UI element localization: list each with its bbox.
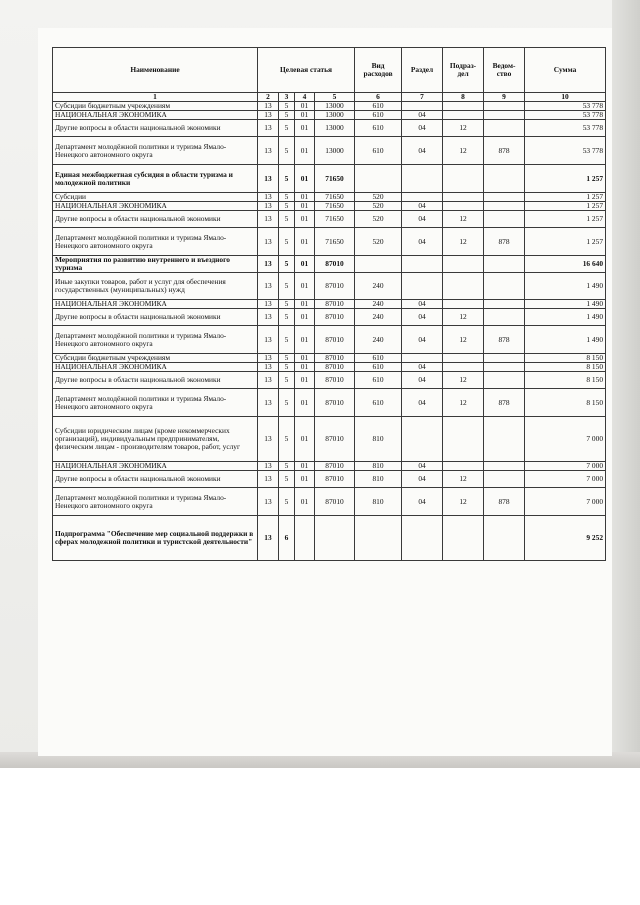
cell-vedom [484,516,525,561]
cell-razdel: 04 [402,228,443,256]
table-row [53,111,606,120]
header-department: Ведом-ство [484,48,525,93]
cell-vid: 810 [355,471,402,488]
cell-c3: 01 [295,372,315,389]
cell-sum: 1 490 [525,273,606,300]
cell-c3: 01 [295,354,315,363]
cell-c3: 01 [295,417,315,462]
cell-razdel [402,165,443,193]
cell-sum: 8 150 [525,363,606,372]
cell-c4: 71650 [315,165,355,193]
cell-podrazdel [443,516,484,561]
table-row [53,462,606,471]
cell-sum: 1 490 [525,300,606,309]
cell-vid: 240 [355,273,402,300]
cell-razdel [402,516,443,561]
cell-c1: 13 [258,363,279,372]
cell-c2: 5 [279,102,295,111]
cell-name: Другие вопросы в области национальной экономики [53,120,258,137]
cell-vid: 810 [355,417,402,462]
index-cell: 2 [258,93,279,102]
scan-shadow-right [612,0,640,768]
cell-c2: 5 [279,120,295,137]
cell-sum: 9 252 [525,516,606,561]
header-section: Раздел [402,48,443,93]
cell-c4: 71650 [315,202,355,211]
column-index-row [53,93,606,102]
cell-razdel: 04 [402,111,443,120]
header-name: Наименование [53,48,258,93]
cell-name: Субсидии [53,193,258,202]
index-cell: 1 [53,93,258,102]
cell-razdel: 04 [402,300,443,309]
header-target-article: Целевая статья [258,48,355,93]
cell-vid: 610 [355,363,402,372]
cell-podrazdel: 12 [443,211,484,228]
cell-razdel: 04 [402,363,443,372]
cell-c2: 5 [279,488,295,516]
cell-vedom: 878 [484,137,525,165]
index-cell: 5 [315,93,355,102]
cell-podrazdel: 12 [443,471,484,488]
cell-name: НАЦИОНАЛЬНАЯ ЭКОНОМИКА [53,111,258,120]
cell-podrazdel: 12 [443,326,484,354]
index-cell: 8 [443,93,484,102]
cell-c1: 13 [258,372,279,389]
cell-sum: 7 000 [525,471,606,488]
table-row [53,256,606,273]
cell-name: Другие вопросы в области национальной экономики [53,471,258,488]
cell-podrazdel: 12 [443,137,484,165]
cell-sum: 16 640 [525,256,606,273]
cell-c4: 87010 [315,326,355,354]
cell-vid [355,256,402,273]
cell-c3: 01 [295,211,315,228]
cell-vedom [484,165,525,193]
cell-vid: 610 [355,354,402,363]
cell-sum: 53 778 [525,111,606,120]
cell-vedom: 878 [484,389,525,417]
table-row [53,102,606,111]
cell-sum: 8 150 [525,389,606,417]
cell-podrazdel [443,102,484,111]
cell-sum: 8 150 [525,354,606,363]
cell-sum: 1 257 [525,193,606,202]
cell-podrazdel [443,256,484,273]
cell-vedom: 878 [484,228,525,256]
cell-c1: 13 [258,309,279,326]
cell-podrazdel [443,300,484,309]
cell-c1: 13 [258,202,279,211]
cell-c3: 01 [295,111,315,120]
table-row [53,193,606,202]
cell-c1: 13 [258,516,279,561]
header-expense-type: Вид расходов [355,48,402,93]
cell-c3: 01 [295,471,315,488]
cell-c4: 71650 [315,228,355,256]
cell-c2: 5 [279,193,295,202]
cell-name: Субсидии бюджетным учреждениям [53,354,258,363]
cell-vid: 610 [355,389,402,417]
cell-sum: 1 490 [525,326,606,354]
index-cell: 10 [525,93,606,102]
cell-c1: 13 [258,256,279,273]
cell-c4: 87010 [315,372,355,389]
cell-sum: 53 778 [525,137,606,165]
cell-c4: 87010 [315,488,355,516]
table-row [53,389,606,417]
budget-table [52,47,606,561]
cell-podrazdel [443,462,484,471]
cell-vedom [484,363,525,372]
cell-vedom [484,256,525,273]
cell-razdel [402,354,443,363]
cell-sum: 1 257 [525,211,606,228]
cell-vedom [484,193,525,202]
cell-razdel: 04 [402,372,443,389]
cell-vid: 610 [355,120,402,137]
cell-vedom [484,309,525,326]
cell-c4: 71650 [315,193,355,202]
cell-c1: 13 [258,300,279,309]
cell-c1: 13 [258,488,279,516]
cell-c1: 13 [258,471,279,488]
cell-c4: 87010 [315,256,355,273]
cell-c4: 87010 [315,363,355,372]
cell-c3: 01 [295,165,315,193]
table-row [53,516,606,561]
table-row [53,202,606,211]
cell-c2: 5 [279,354,295,363]
cell-c4: 13000 [315,137,355,165]
cell-c3: 01 [295,326,315,354]
cell-vedom: 878 [484,326,525,354]
cell-c4: 13000 [315,120,355,137]
cell-razdel: 04 [402,326,443,354]
index-cell: 4 [295,93,315,102]
cell-sum: 7 000 [525,462,606,471]
table-row [53,300,606,309]
cell-vid: 240 [355,326,402,354]
cell-c1: 13 [258,120,279,137]
cell-podrazdel: 12 [443,488,484,516]
cell-vid: 240 [355,300,402,309]
cell-vedom [484,300,525,309]
cell-c3: 01 [295,488,315,516]
cell-podrazdel [443,165,484,193]
cell-c3: 01 [295,120,315,137]
cell-vid [355,165,402,193]
cell-c2: 5 [279,462,295,471]
table-row [53,309,606,326]
cell-vedom: 878 [484,488,525,516]
cell-c3: 01 [295,389,315,417]
cell-name: НАЦИОНАЛЬНАЯ ЭКОНОМИКА [53,202,258,211]
cell-c3: 01 [295,137,315,165]
cell-sum: 53 778 [525,102,606,111]
cell-c4: 87010 [315,300,355,309]
cell-podrazdel [443,193,484,202]
table-row [53,488,606,516]
cell-c4: 87010 [315,471,355,488]
cell-sum: 53 778 [525,120,606,137]
table-row [53,354,606,363]
cell-c4: 13000 [315,102,355,111]
table-row [53,165,606,193]
cell-vid: 520 [355,228,402,256]
cell-name: Подпрограмма "Обеспечение мер социальной поддержки в сферах молодежной политики и туристской деятельности" [53,516,258,561]
cell-c1: 13 [258,354,279,363]
cell-c1: 13 [258,273,279,300]
cell-c1: 13 [258,111,279,120]
cell-name: Другие вопросы в области национальной экономики [53,309,258,326]
cell-name: Субсидии юридическим лицам (кроме некоммерческих организаций), индивидуальным предпринимателям, физическим лицам - производителям товаров, работ, услуг [53,417,258,462]
cell-podrazdel: 12 [443,228,484,256]
cell-c2: 5 [279,309,295,326]
cell-c3 [295,516,315,561]
cell-name: Другие вопросы в области национальной экономики [53,211,258,228]
cell-vid: 520 [355,202,402,211]
index-cell: 9 [484,93,525,102]
cell-c4: 87010 [315,273,355,300]
table-header-row [53,48,606,93]
cell-c3: 01 [295,202,315,211]
cell-c3: 01 [295,309,315,326]
cell-razdel: 04 [402,120,443,137]
cell-c4: 71650 [315,211,355,228]
table-row [53,471,606,488]
cell-podrazdel [443,202,484,211]
cell-c1: 13 [258,389,279,417]
cell-podrazdel [443,363,484,372]
cell-c3: 01 [295,228,315,256]
cell-name: НАЦИОНАЛЬНАЯ ЭКОНОМИКА [53,462,258,471]
cell-vedom [484,111,525,120]
cell-c1: 13 [258,102,279,111]
cell-razdel: 04 [402,137,443,165]
cell-vedom [484,120,525,137]
cell-name: Иные закупки товаров, работ и услуг для обеспечения государственных (муниципальных) нужд [53,273,258,300]
header-subsection: Подраз-дел [443,48,484,93]
cell-c3: 01 [295,102,315,111]
cell-c2: 5 [279,228,295,256]
cell-c2: 5 [279,202,295,211]
cell-c2: 5 [279,300,295,309]
cell-c2: 5 [279,389,295,417]
cell-razdel [402,256,443,273]
cell-vid: 520 [355,211,402,228]
cell-vid: 610 [355,137,402,165]
cell-vedom [484,471,525,488]
cell-c2: 5 [279,211,295,228]
cell-c4: 13000 [315,111,355,120]
table-row [53,363,606,372]
cell-vedom [484,417,525,462]
cell-c2: 6 [279,516,295,561]
index-cell: 6 [355,93,402,102]
cell-c1: 13 [258,417,279,462]
cell-vid: 610 [355,372,402,389]
cell-c2: 5 [279,363,295,372]
cell-c3: 01 [295,256,315,273]
cell-vedom [484,102,525,111]
cell-razdel [402,193,443,202]
cell-name: Мероприятия по развитию внутреннего и въездного туризма [53,256,258,273]
cell-c2: 5 [279,111,295,120]
cell-podrazdel [443,354,484,363]
table-row [53,417,606,462]
cell-sum: 1 257 [525,165,606,193]
cell-c2: 5 [279,165,295,193]
cell-razdel: 04 [402,202,443,211]
cell-vedom [484,462,525,471]
cell-name: Субсидии бюджетным учреждениям [53,102,258,111]
cell-podrazdel [443,417,484,462]
cell-c2: 5 [279,471,295,488]
cell-name: Единая межбюджетная субсидия в области туризма и молодежной политики [53,165,258,193]
cell-c3: 01 [295,273,315,300]
cell-sum: 1 490 [525,309,606,326]
cell-name: Департамент молодёжной политики и туризма Ямало-Ненецкого автономного округа [53,137,258,165]
table-row [53,273,606,300]
cell-razdel [402,273,443,300]
cell-c4: 87010 [315,309,355,326]
cell-vid: 610 [355,102,402,111]
cell-c1: 13 [258,326,279,354]
cell-c4: 87010 [315,462,355,471]
cell-vid: 240 [355,309,402,326]
table-row [53,211,606,228]
cell-name: Департамент молодёжной политики и туризма Ямало-Ненецкого автономного округа [53,389,258,417]
cell-vid [355,516,402,561]
cell-sum: 8 150 [525,372,606,389]
cell-vedom [484,273,525,300]
cell-c4: 87010 [315,354,355,363]
cell-razdel: 04 [402,488,443,516]
cell-c1: 13 [258,193,279,202]
cell-name: Департамент молодёжной политики и туризма Ямало-Ненецкого автономного округа [53,326,258,354]
cell-c1: 13 [258,165,279,193]
cell-vedom [484,202,525,211]
cell-c2: 5 [279,326,295,354]
cell-sum: 1 257 [525,202,606,211]
table-row [53,326,606,354]
cell-c3: 01 [295,363,315,372]
cell-c4: 87010 [315,389,355,417]
cell-name: НАЦИОНАЛЬНАЯ ЭКОНОМИКА [53,363,258,372]
table-row [53,228,606,256]
cell-razdel: 04 [402,211,443,228]
cell-razdel: 04 [402,462,443,471]
table-row [53,120,606,137]
cell-podrazdel [443,111,484,120]
cell-name: Департамент молодёжной политики и туризма Ямало-Ненецкого автономного округа [53,228,258,256]
cell-podrazdel: 12 [443,309,484,326]
cell-vid: 610 [355,111,402,120]
cell-c3: 01 [295,462,315,471]
cell-name: НАЦИОНАЛЬНАЯ ЭКОНОМИКА [53,300,258,309]
cell-c3: 01 [295,193,315,202]
table-row [53,372,606,389]
cell-c1: 13 [258,228,279,256]
cell-c2: 5 [279,417,295,462]
cell-podrazdel: 12 [443,120,484,137]
cell-vedom [484,372,525,389]
cell-c1: 13 [258,462,279,471]
cell-podrazdel: 12 [443,389,484,417]
cell-sum: 7 000 [525,488,606,516]
cell-vid: 810 [355,488,402,516]
cell-podrazdel [443,273,484,300]
cell-name: Другие вопросы в области национальной экономики [53,372,258,389]
index-cell: 7 [402,93,443,102]
header-amount: Сумма [525,48,606,93]
cell-sum: 1 257 [525,228,606,256]
cell-vid: 520 [355,193,402,202]
cell-vedom [484,354,525,363]
cell-c1: 13 [258,211,279,228]
cell-vid: 810 [355,462,402,471]
cell-c3: 01 [295,300,315,309]
cell-c2: 5 [279,273,295,300]
index-cell: 3 [279,93,295,102]
cell-name: Департамент молодёжной политики и туризма Ямало-Ненецкого автономного округа [53,488,258,516]
cell-c2: 5 [279,256,295,273]
cell-c4: 87010 [315,417,355,462]
cell-razdel [402,417,443,462]
cell-vedom [484,211,525,228]
cell-podrazdel: 12 [443,372,484,389]
table-row [53,137,606,165]
cell-c1: 13 [258,137,279,165]
cell-razdel: 04 [402,471,443,488]
cell-c2: 5 [279,372,295,389]
cell-razdel [402,102,443,111]
cell-razdel: 04 [402,389,443,417]
cell-c2: 5 [279,137,295,165]
cell-sum: 7 000 [525,417,606,462]
cell-razdel: 04 [402,309,443,326]
cell-c4 [315,516,355,561]
